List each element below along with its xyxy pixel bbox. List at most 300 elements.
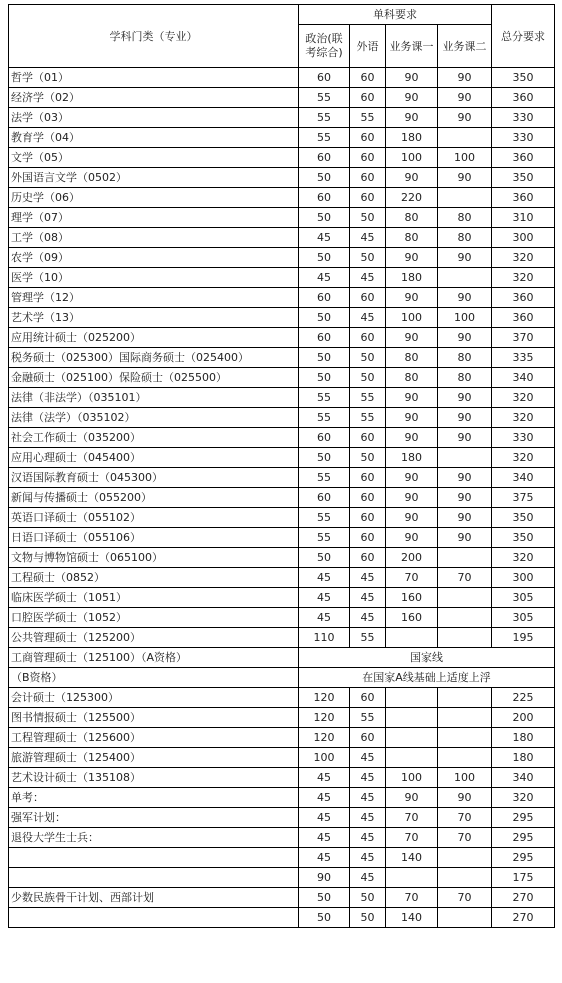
table-row: [9, 348, 555, 368]
cell-specialized-course-2: [438, 688, 492, 708]
cell-politics: 50: [299, 308, 350, 328]
cell-total-score: 310: [492, 208, 555, 228]
cell-specialized-course-1: 100: [386, 148, 438, 168]
row-name: 外国语言文学（0502）: [9, 168, 299, 188]
cell-specialized-course-1: 70: [386, 568, 438, 588]
header-single-subject-requirements: 单科要求: [299, 5, 492, 25]
table-row: [9, 368, 555, 388]
cell-politics: 120: [299, 708, 350, 728]
cell-politics: 55: [299, 508, 350, 528]
row-name: 公共管理硕士（125200）: [9, 628, 299, 648]
table-row: [9, 248, 555, 268]
cell-specialized-course-1: 90: [386, 68, 438, 88]
table-row: [9, 288, 555, 308]
table-row: [9, 628, 555, 648]
cell-specialized-course-1: 140: [386, 908, 438, 928]
cell-politics: 100: [299, 748, 350, 768]
row-name: [9, 868, 299, 888]
cell-specialized-course-1: 70: [386, 828, 438, 848]
header-total-score-requirement: 总分要求: [492, 5, 555, 68]
header-row-top: [9, 5, 555, 25]
cell-specialized-course-2: 90: [438, 108, 492, 128]
cell-politics: 90: [299, 868, 350, 888]
cell-specialized-course-1: 90: [386, 508, 438, 528]
table-row: [9, 768, 555, 788]
cell-specialized-course-2: 90: [438, 388, 492, 408]
table-row: [9, 468, 555, 488]
table-row: [9, 868, 555, 888]
table-row: [9, 608, 555, 628]
cell-total-score: 300: [492, 568, 555, 588]
cell-specialized-course-2: 100: [438, 148, 492, 168]
cell-specialized-course-2: 90: [438, 468, 492, 488]
cell-total-score: 370: [492, 328, 555, 348]
cell-specialized-course-1: 100: [386, 768, 438, 788]
cell-specialized-course-1: [386, 748, 438, 768]
cell-specialized-course-2: [438, 848, 492, 868]
header-specialized-course-1: 业务课一: [386, 25, 438, 68]
cell-total-score: 175: [492, 868, 555, 888]
cell-foreign-language: 60: [350, 328, 386, 348]
cell-politics: 45: [299, 808, 350, 828]
cell-foreign-language: 55: [350, 388, 386, 408]
cell-specialized-course-2: [438, 728, 492, 748]
cell-specialized-course-2: [438, 448, 492, 468]
table-row: [9, 408, 555, 428]
table-row: [9, 308, 555, 328]
row-name: 文物与博物馆硕士（065100）: [9, 548, 299, 568]
table-row: [9, 268, 555, 288]
cell-specialized-course-2: [438, 128, 492, 148]
table-row: [9, 588, 555, 608]
cell-specialized-course-1: 90: [386, 88, 438, 108]
table-row: [9, 148, 555, 168]
cell-foreign-language: 50: [350, 908, 386, 928]
row-name: 法律（非法学）（035101）: [9, 388, 299, 408]
table-row: [9, 488, 555, 508]
cell-specialized-course-1: 90: [386, 288, 438, 308]
cell-specialized-course-2: 90: [438, 508, 492, 528]
cell-politics: 60: [299, 428, 350, 448]
cell-politics: 45: [299, 268, 350, 288]
cell-specialized-course-2: 70: [438, 888, 492, 908]
score-requirements-table-container: [8, 4, 555, 928]
cell-total-score: 350: [492, 68, 555, 88]
cell-specialized-course-1: 90: [386, 488, 438, 508]
row-name: 农学（09）: [9, 248, 299, 268]
cell-foreign-language: 60: [350, 488, 386, 508]
table-row: [9, 168, 555, 188]
cell-foreign-language: 60: [350, 188, 386, 208]
row-name: 税务硕士（025300）国际商务硕士（025400）: [9, 348, 299, 368]
cell-foreign-language: 55: [350, 108, 386, 128]
cell-total-score: 350: [492, 508, 555, 528]
cell-politics: 60: [299, 488, 350, 508]
cell-specialized-course-1: 180: [386, 448, 438, 468]
row-name: 退役大学生士兵：: [9, 828, 299, 848]
table-row: [9, 548, 555, 568]
cell-politics: 50: [299, 368, 350, 388]
row-name: [9, 908, 299, 928]
cell-specialized-course-2: [438, 908, 492, 928]
cell-foreign-language: 60: [350, 528, 386, 548]
cell-politics: 110: [299, 628, 350, 648]
cell-politics: 120: [299, 728, 350, 748]
row-name: 日语口译硕士（055106）: [9, 528, 299, 548]
cell-specialized-course-2: 100: [438, 308, 492, 328]
cell-specialized-course-2: 70: [438, 828, 492, 848]
cell-foreign-language: 45: [350, 608, 386, 628]
cell-foreign-language: 45: [350, 308, 386, 328]
table-row-mba-b: [9, 668, 555, 688]
cell-specialized-course-2: 90: [438, 328, 492, 348]
row-name: 应用心理硕士（045400）: [9, 448, 299, 468]
cell-politics: 50: [299, 168, 350, 188]
table-row: [9, 448, 555, 468]
header-specialized-course-2: 业务课二: [438, 25, 492, 68]
table-row: [9, 508, 555, 528]
cell-specialized-course-2: [438, 548, 492, 568]
table-row: [9, 328, 555, 348]
cell-specialized-course-1: 90: [386, 428, 438, 448]
cell-total-score: 340: [492, 368, 555, 388]
cell-specialized-course-1: 80: [386, 348, 438, 368]
cell-specialized-course-2: [438, 608, 492, 628]
row-name: 法律（法学）（035102）: [9, 408, 299, 428]
cell-total-score: 320: [492, 268, 555, 288]
cell-politics: 50: [299, 448, 350, 468]
row-name: 新闻与传播硕士（055200）: [9, 488, 299, 508]
table-row: [9, 68, 555, 88]
row-name: 临床医学硕士（1051）: [9, 588, 299, 608]
row-name: 管理学（12）: [9, 288, 299, 308]
cell-total-score: 360: [492, 148, 555, 168]
table-row: [9, 908, 555, 928]
row-name: （B资格）: [9, 668, 299, 688]
cell-specialized-course-1: 80: [386, 228, 438, 248]
cell-foreign-language: 60: [350, 288, 386, 308]
cell-foreign-language: 45: [350, 788, 386, 808]
cell-total-score: 295: [492, 848, 555, 868]
cell-specialized-course-2: 80: [438, 368, 492, 388]
cell-specialized-course-2: [438, 268, 492, 288]
cell-foreign-language: 60: [350, 548, 386, 568]
cell-total-score: 320: [492, 788, 555, 808]
cell-total-score: 340: [492, 768, 555, 788]
cell-specialized-course-1: [386, 688, 438, 708]
table-row: [9, 128, 555, 148]
cell-politics: 55: [299, 528, 350, 548]
row-name: 英语口译硕士（055102）: [9, 508, 299, 528]
cell-politics: 50: [299, 548, 350, 568]
table-row: [9, 568, 555, 588]
cell-total-score: 180: [492, 728, 555, 748]
table-row: [9, 888, 555, 908]
cell-specialized-course-1: 90: [386, 168, 438, 188]
row-name: 汉语国际教育硕士（045300）: [9, 468, 299, 488]
cell-total-score: 320: [492, 548, 555, 568]
row-name: 理学（07）: [9, 208, 299, 228]
cell-politics: 50: [299, 248, 350, 268]
row-name: 图书情报硕士（125500）: [9, 708, 299, 728]
cell-politics: 45: [299, 608, 350, 628]
cell-specialized-course-1: 200: [386, 548, 438, 568]
row-name: 工程管理硕士（125600）: [9, 728, 299, 748]
cell-specialized-course-1: 70: [386, 888, 438, 908]
cell-politics: 60: [299, 328, 350, 348]
cell-total-score: 270: [492, 888, 555, 908]
cell-specialized-course-2: [438, 708, 492, 728]
cell-specialized-course-2: 90: [438, 248, 492, 268]
table-row: [9, 188, 555, 208]
cell-foreign-language: 45: [350, 868, 386, 888]
header-foreign-language: 外语: [350, 25, 386, 68]
cell-specialized-course-2: 90: [438, 488, 492, 508]
cell-total-score: 225: [492, 688, 555, 708]
cell-specialized-course-1: 180: [386, 268, 438, 288]
cell-specialized-course-1: 70: [386, 808, 438, 828]
row-name: 艺术设计硕士（135108）: [9, 768, 299, 788]
table-row: [9, 228, 555, 248]
cell-politics: 45: [299, 588, 350, 608]
row-name: 艺术学（13）: [9, 308, 299, 328]
cell-total-score: 295: [492, 808, 555, 828]
row-name: [9, 848, 299, 868]
cell-total-score: 200: [492, 708, 555, 728]
row-name: 法学（03）: [9, 108, 299, 128]
row-name: 工商管理硕士（125100）（A资格）: [9, 648, 299, 668]
table-row: [9, 828, 555, 848]
cell-specialized-course-1: 160: [386, 588, 438, 608]
header-politics: 政治(联考综合): [299, 25, 350, 68]
cell-foreign-language: 60: [350, 128, 386, 148]
cell-foreign-language: 45: [350, 768, 386, 788]
cell-specialized-course-2: [438, 188, 492, 208]
cell-total-score: 305: [492, 608, 555, 628]
cell-total-score: 330: [492, 428, 555, 448]
cell-specialized-course-2: 90: [438, 88, 492, 108]
cell-foreign-language: 60: [350, 508, 386, 528]
cell-specialized-course-2: 80: [438, 208, 492, 228]
cell-total-score: 320: [492, 388, 555, 408]
row-name: 哲学（01）: [9, 68, 299, 88]
cell-specialized-course-1: 180: [386, 128, 438, 148]
cell-specialized-course-2: 90: [438, 68, 492, 88]
score-requirements-table: [8, 4, 555, 928]
cell-politics: 45: [299, 848, 350, 868]
cell-foreign-language: 45: [350, 588, 386, 608]
cell-foreign-language: 60: [350, 148, 386, 168]
cell-foreign-language: 50: [350, 248, 386, 268]
cell-total-score: 360: [492, 288, 555, 308]
cell-politics: 55: [299, 468, 350, 488]
row-name: 金融硕士（025100）保险硕士（025500）: [9, 368, 299, 388]
cell-foreign-language: 55: [350, 628, 386, 648]
cell-politics: 45: [299, 228, 350, 248]
cell-total-score: 360: [492, 308, 555, 328]
table-row: [9, 88, 555, 108]
cell-politics: 45: [299, 768, 350, 788]
cell-total-score: 270: [492, 908, 555, 928]
cell-specialized-course-2: 90: [438, 168, 492, 188]
cell-politics: 55: [299, 128, 350, 148]
cell-total-score: 330: [492, 128, 555, 148]
cell-politics: 50: [299, 908, 350, 928]
cell-foreign-language: 60: [350, 688, 386, 708]
cell-politics: 45: [299, 568, 350, 588]
cell-specialized-course-1: 90: [386, 328, 438, 348]
cell-specialized-course-2: 70: [438, 568, 492, 588]
cell-politics: 50: [299, 208, 350, 228]
cell-specialized-course-2: [438, 868, 492, 888]
cell-foreign-language: 60: [350, 168, 386, 188]
cell-foreign-language: 60: [350, 88, 386, 108]
cell-specialized-course-1: [386, 628, 438, 648]
row-name: 会计硕士（125300）: [9, 688, 299, 708]
cell-total-score: 335: [492, 348, 555, 368]
cell-foreign-language: 50: [350, 448, 386, 468]
mba-a-note: 国家线: [299, 648, 555, 668]
cell-foreign-language: 50: [350, 208, 386, 228]
cell-specialized-course-1: 90: [386, 468, 438, 488]
cell-specialized-course-2: 90: [438, 788, 492, 808]
row-name: 工学（08）: [9, 228, 299, 248]
cell-total-score: 180: [492, 748, 555, 768]
cell-politics: 55: [299, 408, 350, 428]
cell-specialized-course-2: [438, 748, 492, 768]
cell-specialized-course-2: 90: [438, 428, 492, 448]
table-row: [9, 528, 555, 548]
cell-foreign-language: 60: [350, 468, 386, 488]
cell-politics: 55: [299, 88, 350, 108]
row-name: 口腔医学硕士（1052）: [9, 608, 299, 628]
cell-specialized-course-1: 80: [386, 208, 438, 228]
cell-specialized-course-1: 90: [386, 528, 438, 548]
cell-foreign-language: 45: [350, 848, 386, 868]
cell-specialized-course-1: 140: [386, 848, 438, 868]
cell-total-score: 330: [492, 108, 555, 128]
cell-politics: 50: [299, 348, 350, 368]
cell-specialized-course-2: 90: [438, 528, 492, 548]
cell-foreign-language: 45: [350, 828, 386, 848]
row-name: 强军计划：: [9, 808, 299, 828]
cell-foreign-language: 50: [350, 368, 386, 388]
table-row: [9, 808, 555, 828]
cell-specialized-course-2: 80: [438, 228, 492, 248]
cell-politics: 45: [299, 828, 350, 848]
table-body-main: [9, 68, 555, 648]
cell-total-score: 300: [492, 228, 555, 248]
table-body-secondary: [9, 688, 555, 928]
cell-specialized-course-1: 160: [386, 608, 438, 628]
cell-foreign-language: 50: [350, 888, 386, 908]
row-name: 文学（05）: [9, 148, 299, 168]
table-row: [9, 388, 555, 408]
table-row: [9, 208, 555, 228]
cell-politics: 60: [299, 68, 350, 88]
cell-total-score: 195: [492, 628, 555, 648]
cell-specialized-course-1: [386, 708, 438, 728]
cell-foreign-language: 60: [350, 728, 386, 748]
cell-specialized-course-1: 80: [386, 368, 438, 388]
cell-total-score: 375: [492, 488, 555, 508]
cell-specialized-course-2: 90: [438, 408, 492, 428]
table-row: [9, 848, 555, 868]
cell-specialized-course-2: 70: [438, 808, 492, 828]
table-body-mba: [9, 648, 555, 688]
header-subject-category: 学科门类（专业）: [9, 5, 299, 68]
cell-specialized-course-1: 100: [386, 308, 438, 328]
cell-specialized-course-2: [438, 588, 492, 608]
cell-total-score: 350: [492, 528, 555, 548]
cell-foreign-language: 55: [350, 408, 386, 428]
row-name: 工程硕士（0852）: [9, 568, 299, 588]
row-name: 社会工作硕士（035200）: [9, 428, 299, 448]
row-name: 经济学（02）: [9, 88, 299, 108]
cell-total-score: 360: [492, 88, 555, 108]
cell-specialized-course-1: 90: [386, 388, 438, 408]
cell-foreign-language: 60: [350, 68, 386, 88]
table-row-mba-a: [9, 648, 555, 668]
row-name: 医学（10）: [9, 268, 299, 288]
cell-politics: 60: [299, 148, 350, 168]
cell-foreign-language: 45: [350, 808, 386, 828]
cell-specialized-course-2: 90: [438, 288, 492, 308]
cell-specialized-course-1: 90: [386, 248, 438, 268]
table-row: [9, 708, 555, 728]
cell-total-score: 350: [492, 168, 555, 188]
cell-total-score: 295: [492, 828, 555, 848]
cell-politics: 60: [299, 188, 350, 208]
cell-specialized-course-1: [386, 868, 438, 888]
cell-specialized-course-1: 90: [386, 408, 438, 428]
cell-foreign-language: 45: [350, 228, 386, 248]
cell-politics: 50: [299, 888, 350, 908]
cell-total-score: 360: [492, 188, 555, 208]
cell-politics: 60: [299, 288, 350, 308]
cell-foreign-language: 60: [350, 428, 386, 448]
cell-foreign-language: 50: [350, 348, 386, 368]
table-row: [9, 428, 555, 448]
cell-total-score: 305: [492, 588, 555, 608]
cell-specialized-course-2: 80: [438, 348, 492, 368]
row-name: 旅游管理硕士（125400）: [9, 748, 299, 768]
row-name: 历史学（06）: [9, 188, 299, 208]
cell-total-score: 320: [492, 448, 555, 468]
cell-specialized-course-1: 90: [386, 788, 438, 808]
table-row: [9, 748, 555, 768]
cell-specialized-course-1: 220: [386, 188, 438, 208]
cell-specialized-course-1: 90: [386, 108, 438, 128]
table-row: [9, 728, 555, 748]
row-name: 应用统计硕士（025200）: [9, 328, 299, 348]
table-row: [9, 688, 555, 708]
cell-specialized-course-2: 100: [438, 768, 492, 788]
cell-foreign-language: 45: [350, 748, 386, 768]
table-row: [9, 108, 555, 128]
cell-foreign-language: 45: [350, 268, 386, 288]
cell-total-score: 340: [492, 468, 555, 488]
table-row: [9, 788, 555, 808]
row-name: 单考：: [9, 788, 299, 808]
cell-foreign-language: 45: [350, 568, 386, 588]
cell-politics: 55: [299, 108, 350, 128]
mba-b-note: 在国家A线基础上适度上浮: [299, 668, 555, 688]
row-name: 教育学（04）: [9, 128, 299, 148]
cell-total-score: 320: [492, 408, 555, 428]
cell-specialized-course-2: [438, 628, 492, 648]
cell-politics: 120: [299, 688, 350, 708]
